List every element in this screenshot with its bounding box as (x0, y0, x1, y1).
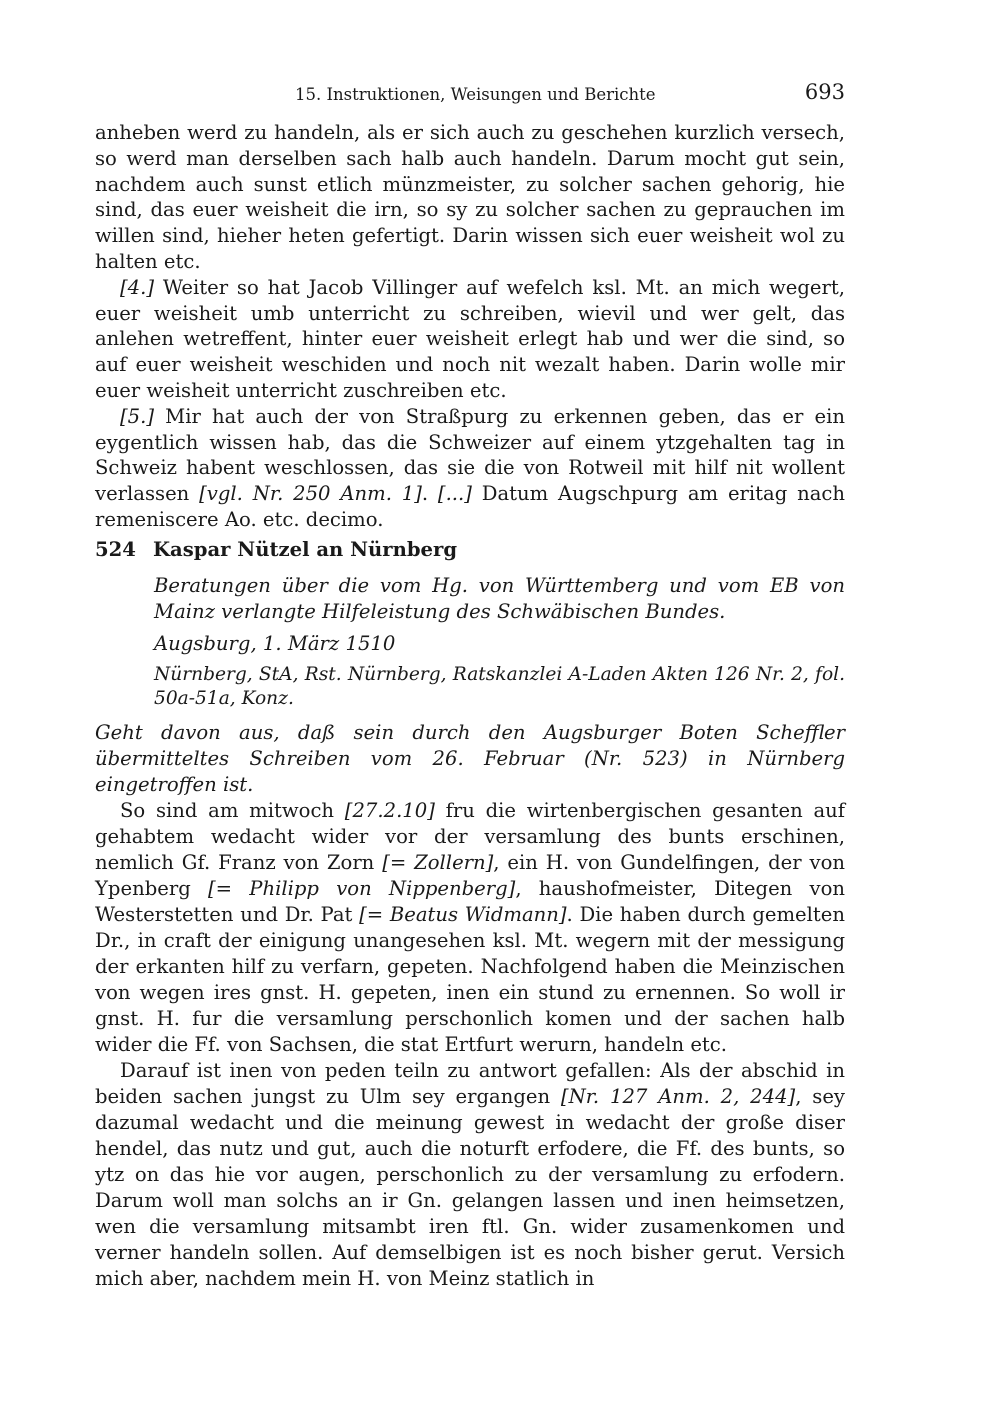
paragraph: Darauf ist inen von peden teiln zu antwort gefallen: Als der abschid in beiden sachen jungst zu Ulm sey ergangen [Nr. 127 Anm. 2, 244], sey dazumal wedacht und die meinung gewest in wedacht der große diser hendel, das nutz und gut, auch die noturft erfodere, die Ff. des bunts, so ytz on das hie vor augen, perschonlich zu der versamlung zu erfodern. Darum woll man solchs an ir Gn. gelangen lassen und inen heimsetzen, wen die versamlung mitsambt iren ftl. Gn. wider zusamenkomen und verner handeln sollen. Auf demselbigen ist es noch bisher gerut. Versich mich aber, nachdem mein H. von Meinz statlich in (95, 1059, 845, 1290)
editorial-reference: [vgl. Nr. 250 Anm. 1] (199, 482, 422, 506)
paragraph: anheben werd zu handeln, als er sich auch zu geschehen kurzlich versech, so werd man derselben sach halb auch handeln. Darum mocht gut sein, nachdem auch sunst etlich münzmeister, zu solcher sachen gehorig, hie sind, das euer weisheit die irn, so sy zu solcher sachen zu geprauchen im willen sind, hieher heten gefertigt. Darin wissen sich euer weisheit wol zu halten etc. (95, 121, 845, 273)
paragraph: [5.] Mir hat auch der von Straßpurg zu erkennen geben, das er ein eygentlich wissen hab, das die Schweizer auf einem ytzgehalten tag in Schweiz habent weschlossen, das sie die von Rotweil mit hilf nit wollent verlassen [vgl. Nr. 250 Anm. 1]. [...] Datum Augschpurg am eritag nach remeniscere Ao. etc. decimo. (95, 404, 845, 531)
editorial-reference: [27.2.10] (344, 799, 435, 822)
page-number: 693 (804, 80, 845, 104)
document-heading (95, 537, 845, 563)
document-number: 524 (95, 538, 136, 561)
editorial-lead: Geht davon aus, daß sein durch den Augsburger Boten Scheffler übermitteltes Schreiben vom 26. Februar (Nr. 523) in Nürnberg eingetroffen ist. (95, 721, 845, 796)
document-date: Augsburg, 1. März 1510 (154, 632, 396, 655)
document-source: Nürnberg, StA, Rst. Nürnberg, Ratskanzlei A-Laden Akten 126 Nr. 2, fol. 50a-51a, Konz. (154, 664, 845, 709)
document-title: Kaspar Nützel an Nürnberg (153, 538, 458, 561)
document-body (95, 720, 845, 1292)
editorial-reference: [= Zollern] (382, 851, 494, 874)
paragraph: [4.] Weiter so hat Jacob Villinger auf wefelch ksl. Mt. an mich wegert, euer weisheit umb unterricht zu schreiben, wievil und wer gelt, das anlehen wetreffent, hinter euer weisheit erlegt hab und wer die sind, so auf euer weisheit weschiden und noch nit wezalt haben. Darin wolle mir euer weisheit unterricht zuschreiben etc. (95, 275, 845, 402)
editorial-reference: [Nr. 127 Anm. 2, 244] (560, 1085, 796, 1108)
running-head-title: 15. Instruktionen, Weisungen und Berichte (295, 85, 656, 104)
paragraph: So sind am mitwoch [27.2.10] fru die wirtenbergischen gesanten auf gehabtem wedacht wider vor der versamlung des bunts erschinen, nemlich Gf. Franz von Zorn [= Zollern], ein H. von Gundelfingen, der von Ypenberg [= Philipp von Nippenberg], haushofmeister, Ditegen von Westerstetten und Dr. Pat [= Beatus Widmann]. Die haben durch gemelten Dr., in craft der einigung unangesehen ksl. Mt. wegern mit der messigung der erkanten hilf zu verfarn, gepeten. Nachfolgend haben die Meinzischen von wegen ires gnst. H. gepeten, inen ein stund zu ernennen. So woll ir gnst. H. fur die versamlung perschonlich komen und der sachen halb wider die Ff. von Sachsen, die stat Ertfurt werurn, handeln etc. (95, 799, 845, 1056)
editorial-reference: [= Beatus Widmann] (359, 903, 567, 926)
editorial-reference: [= Philipp von Nippenberg] (207, 877, 516, 900)
editorial-ellipsis: [...] (437, 482, 472, 506)
previous-document-text (95, 120, 845, 533)
running-head (95, 82, 845, 108)
document-summary: Beratungen über die vom Hg. von Württemberg und vom EB von Mainz verlangte Hilfeleistung des Schwäbischen Bundes. (154, 574, 845, 623)
section-marker: [4.] (120, 275, 154, 299)
section-marker: [5.] (120, 404, 154, 428)
